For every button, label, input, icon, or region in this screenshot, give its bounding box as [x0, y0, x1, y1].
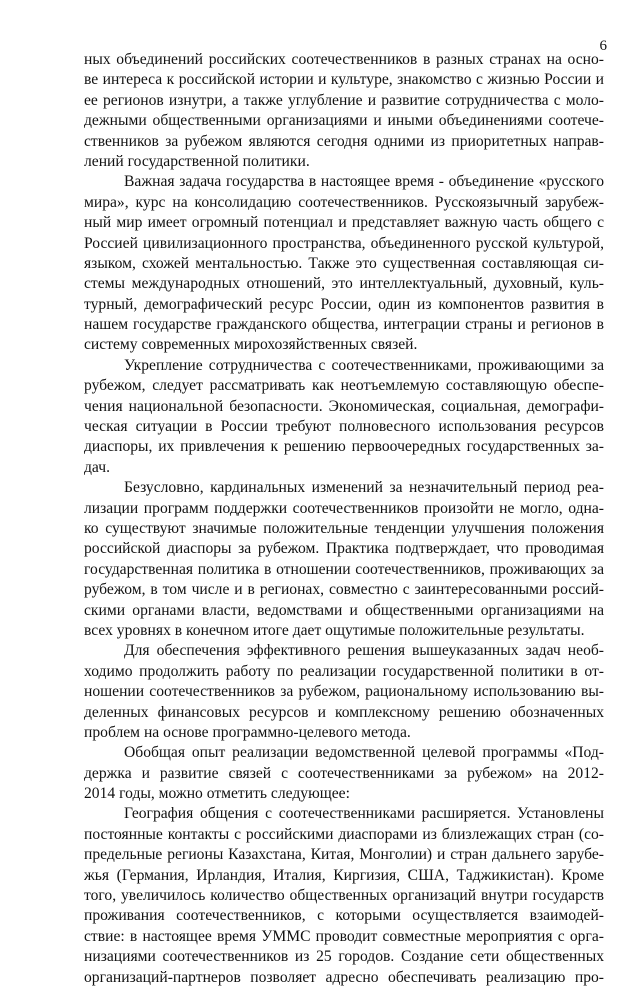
- text-line: скими органами власти, ведомствами и общественными организациями на: [84, 601, 604, 619]
- text-line: Для обеспечения эффективного решения вышеуказанных задач необ-: [124, 642, 604, 660]
- text-line: того, увеличилось количество общественных организаций внутри государств: [84, 887, 604, 905]
- text-line: дач.: [84, 458, 110, 476]
- page-number: 6: [599, 38, 607, 54]
- text-line: проживания соотечественников, с которыми осуществляется взаимодей-: [84, 907, 604, 925]
- text-line: жья (Германия, Ирландия, Италия, Киргизия, США, Таджикистан). Кроме: [84, 866, 604, 884]
- text-line: деленных финансовых ресурсов и комплексному решению обозначенных: [84, 703, 604, 721]
- text-line: всех уровнях в конечном итоге дает ощутимые положительные результаты.: [84, 621, 585, 639]
- text-line: ческая ситуации в России требуют полновесного использования ресурсов: [84, 418, 604, 436]
- text-line: ных объединений российских соотечественников в разных странах на осно-: [84, 51, 604, 68]
- text-line: организаций-партнеров позволяет адресно обеспечивать реализацию про-: [84, 968, 604, 986]
- text-line: дежными общественными организациями и иными объединениями соотече-: [84, 112, 604, 130]
- text-line: ходимо продолжить работу по реализации государственной политики в от-: [84, 662, 604, 680]
- text-line: ношении соотечественников за рубежом, рациональному использованию вы-: [84, 683, 604, 701]
- text-line: предельные регионы Казахстана, Китая, Монголии) и стран дальнего зарубе-: [84, 846, 604, 864]
- text-line: российской диаспоры за рубежом. Практика подтверждает, что проводимая: [84, 540, 604, 558]
- text-line: Россией цивилизационного пространства, объединенного русской культурой,: [84, 234, 604, 252]
- text-line: ный мир имеет огромный потенциал и представляет важную часть общего с: [84, 214, 604, 232]
- text-line: лений государственной политики.: [84, 152, 310, 170]
- text-line: рубежом, в том числе и в регионах, совместно с заинтересованными россий-: [84, 581, 604, 599]
- text-line: ственников за рубежом являются сегодня одними из приоритетных направ-: [84, 132, 604, 150]
- text-line: языком, схожей ментальностью. Также это существенная составляющая си-: [84, 254, 604, 272]
- text-line: систему современных мирохозяйственных связей.: [84, 336, 418, 354]
- text-line: ко существуют значимые положительные тенденции улучшения положения: [84, 519, 604, 537]
- text-line: держка и развитие связей с соотечественниками за рубежом» на 2012-: [84, 764, 604, 782]
- text-line: государственная политика в отношении соотечественников, проживающих за: [84, 560, 604, 578]
- text-line: География общения с соотечественниками расширяется. Установлены: [124, 805, 604, 823]
- text-line: диаспоры, их привлечения к решению первоочередных государственных за-: [84, 438, 604, 456]
- text-line: Важная задача государства в настоящее время - объединение «русского: [124, 173, 604, 191]
- text-line: проблем на основе программно-целевого метода.: [84, 723, 411, 741]
- text-line: Обобщая опыт реализации ведомственной целевой программы «Под-: [124, 744, 604, 762]
- text-line: чения национальной безопасности. Экономическая, социальная, демографи-: [84, 397, 604, 415]
- text-line: рубежом, следует рассматривать как неотъемлемую составляющую обеспе-: [84, 377, 604, 395]
- text-line: лизации программ поддержки соотечественников произойти не могло, одна-: [84, 499, 604, 517]
- text-line: мира», курс на консолидацию соотечественников. Русскоязычный зарубеж-: [84, 193, 604, 211]
- text-line: низациями соотечественников из 25 городов. Создание сети общественных: [84, 948, 604, 966]
- text-line: постоянные контакты с российскими диаспорами из близлежащих стран (со-: [84, 825, 604, 843]
- text-line: ствие: в настоящее время УММС проводит совместные мероприятия с орга-: [84, 927, 604, 945]
- text-line: Укрепление сотрудничества с соотечественниками, проживающими за: [124, 356, 604, 374]
- text-line: турный, демографический ресурс России, один из компонентов развития в: [84, 295, 604, 313]
- text-line: стемы международных отношений, это интеллектуальный, духовный, куль-: [84, 275, 604, 293]
- text-line: ве интереса к российской истории и культуре, знакомство с жизнью России и: [84, 71, 604, 89]
- text-line: нашем государстве гражданского общества, интеграции страны и регионов в: [84, 316, 604, 334]
- body-text: [84, 50, 604, 988]
- text-line: 2014 годы, можно отметить следующее:: [84, 785, 350, 803]
- text-line: Безусловно, кардинальных изменений за незначительный период реа-: [124, 479, 604, 497]
- text-line: ее регионов изнутри, а также углубление и развитие сотрудничества с моло-: [84, 91, 604, 109]
